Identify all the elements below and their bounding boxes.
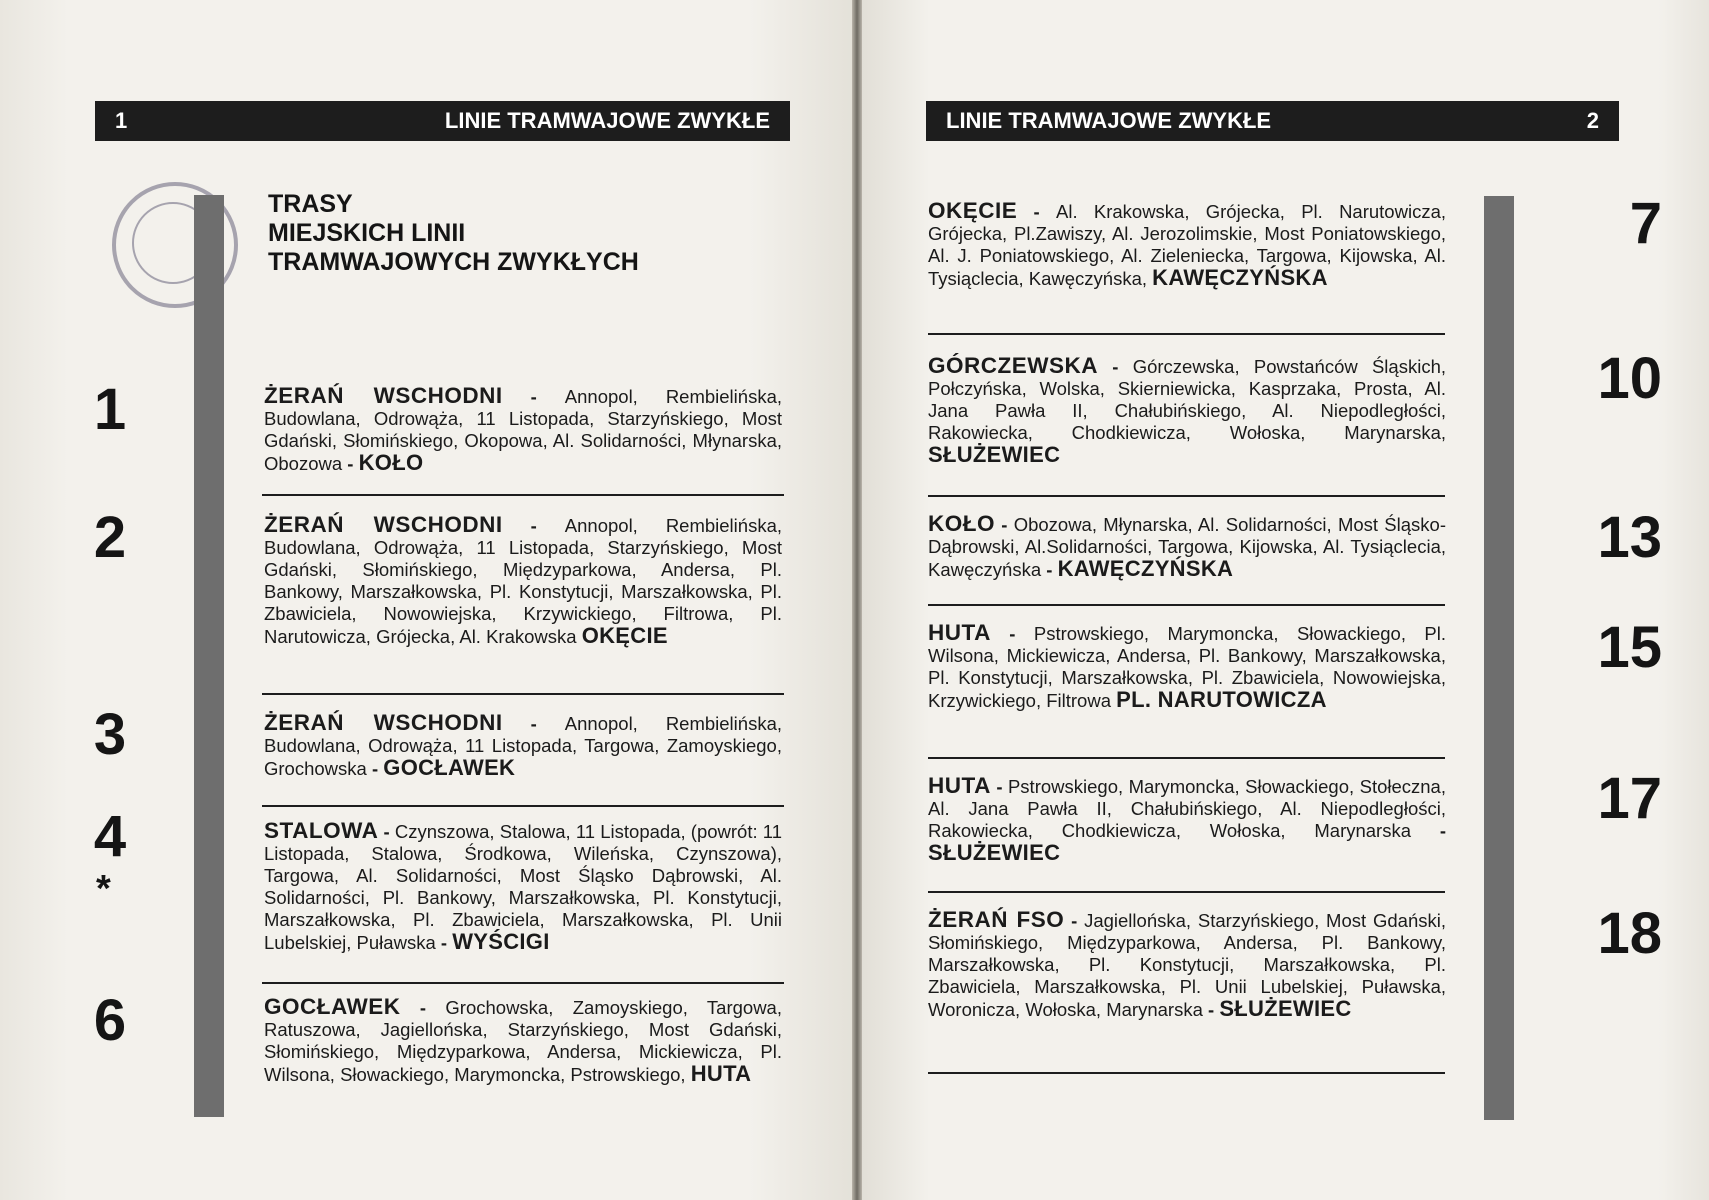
left-page-header — [95, 101, 790, 141]
route-divider — [262, 494, 784, 496]
route-via: Pstrowskiego, Marymoncka, Słowackiego, Pl. Wilsona, Mickiewicza, Andersa, Pl. Bankowy, Marszałkowska, Pl. Konstytucji, Marszałkowska, Pl. Zbawiciela, Nowowiejska, Krzywickiego, Filtrowa — [928, 623, 1446, 711]
route-end: KAWĘCZYŃSKA — [1057, 556, 1234, 581]
route-entry: GÓRCZEWSKA - Górczewska, Powstańców Śląskich, Połczyńska, Wolska, Skierniewicka, Kasprzaka, Prosta, Al. Jana Pawła II, Chałubińskiego, Al. Niepodległości, Rakowiecka, Chodkiewicza, Wołoska, Marynarska, SŁUŻEWIEC — [928, 353, 1446, 467]
route-entry: KOŁO - Obozowa, Młynarska, Al. Solidarności, Most Śląsko-Dąbrowski, Al.Solidarności, Targowa, Kijowska, Al. Tysiąclecia, Kawęczyńska - KAWĘCZYŃSKA — [928, 511, 1446, 581]
route-entry: ŻERAŃ WSCHODNI - Annopol, Rembielińska, Budowlana, Odrowąża, 11 Listopada, Starzyńskiego, Most Gdański, Słomińskiego, Międzyparkowa, Andersa, Pl. Bankowy, Marszałkowska, Pl. Konstytucji, Marszałkowska, Pl. Zbawiciela, Nowowiejska, Krzywickiego, Filtrowa, Pl. Narutowicza, Grójecka, Al. Krakowska OKĘCIE — [264, 512, 782, 648]
route-entry: OKĘCIE - Al. Krakowska, Grójecka, Pl. Narutowicza, Grójecka, Pl.Zawiszy, Al. Jerozolimskie, Most Poniatowskiego, Al. J. Poniatowskiego, Al. Zieleniecka, Targowa, Kijowska, Al. Tysiąclecia, Kawęczyńska, KAWĘCZYŃSKA — [928, 198, 1446, 290]
route-number: 4 — [93, 804, 127, 869]
route-number: 10 — [1597, 346, 1662, 411]
right-page-header — [926, 101, 1619, 141]
route-start: OKĘCIE — [928, 198, 1018, 223]
route-divider — [928, 891, 1445, 893]
route-number: 6 — [93, 988, 127, 1053]
vertical-bar — [1484, 196, 1514, 1120]
route-divider — [928, 333, 1445, 335]
route-start: ŻERAŃ WSCHODNI — [264, 512, 503, 537]
left-page — [0, 0, 852, 1200]
route-entry: ŻERAŃ WSCHODNI - Annopol, Rembielińska, Budowlana, Odrowąża, 11 Listopada, Targowa, Zamoyskiego, Grochowska - GOCŁAWEK — [264, 710, 782, 780]
page-title — [268, 190, 639, 277]
route-start: HUTA — [928, 620, 991, 645]
route-end: SŁUŻEWIEC — [1219, 996, 1352, 1021]
route-via: Czynszowa, Stalowa, 11 Listopada, (powrót: 11 Listopada, Stalowa, Środkowa, Wileńska, Czynszowa), Targowa, Al. Solidarności, Most Śląsko Dąbrowski, Al. Solidarności, Pl. Bankowy, Marszałkowska, Pl. Konstytucji, Marszałkowska, Pl. Zbawiciela, Marszałkowska, Pl. Unii Lubelskiej, Puławska — [264, 821, 782, 953]
route-entry: ŻERAŃ FSO - Jagiellońska, Starzyńskiego, Most Gdański, Słomińskiego, Międzyparkowa, Andersa, Pl. Bankowy, Marszałkowska, Pl. Konstytucji, Marszałkowska, Pl. Zbawiciela, Marszałkowska, Pl. Unii Lubelskiej, Puławska, Woronicza, Wołoska, Marynarska - SŁUŻEWIEC — [928, 907, 1446, 1021]
route-number: 15 — [1597, 615, 1662, 680]
page-number: 2 — [1586, 108, 1599, 133]
route-divider — [262, 982, 784, 984]
route-start: STALOWA — [264, 818, 379, 843]
route-start: ŻERAŃ WSCHODNI — [264, 710, 503, 735]
route-via: Górczewska, Powstańców Śląskich, Połczyńska, Wolska, Skierniewicka, Kasprzaka, Prosta, Al. Jana Pawła II, Chałubińskiego, Al. Niepodległości, Rakowiecka, Chodkiewicza, Wołoska, Marynarska, — [928, 356, 1446, 443]
route-start: GOCŁAWEK — [264, 994, 401, 1019]
vertical-bar — [194, 195, 224, 1117]
route-number: 3 — [93, 702, 127, 767]
route-divider — [928, 1072, 1445, 1074]
route-divider — [262, 693, 784, 695]
route-via: Annopol, Rembielińska, Budowlana, Odrowąża, 11 Listopada, Starzyńskiego, Most Gdański, Słomińskiego, Okopowa, Al. Solidarności, Młynarska, Obozowa — [264, 386, 782, 474]
route-end: OKĘCIE — [581, 623, 668, 648]
route-start: HUTA — [928, 773, 991, 798]
route-entry: HUTA - Pstrowskiego, Marymoncka, Słowackiego, Stołeczna, Al. Jana Pawła II, Chałubińskiego, Al. Niepodległości, Rakowiecka, Chodkiewicza, Wołoska, Marynarska - SŁUŻEWIEC — [928, 773, 1447, 865]
header-title: LINIE TRAMWAJOWE ZWYKŁE — [444, 108, 770, 133]
route-start: ŻERAŃ FSO — [928, 907, 1065, 932]
route-end: PL. NARUTOWICZA — [1116, 687, 1327, 712]
route-via: Annopol, Rembielińska, Budowlana, Odrowąża, 11 Listopada, Targowa, Zamoyskiego, Grochowska — [264, 713, 782, 779]
route-number: 7 — [1629, 191, 1662, 256]
route-end: KOŁO — [358, 450, 424, 475]
route-divider — [928, 757, 1445, 759]
route-end: HUTA — [690, 1061, 752, 1086]
route-via: Al. Krakowska, Grójecka, Pl. Narutowicza, Grójecka, Pl.Zawiszy, Al. Jerozolimskie, Most Poniatowskiego, Al. J. Poniatowskiego, Al. Zieleniecka, Targowa, Kijowska, Al. Tysiąclecia, Kawęczyńska, — [928, 201, 1446, 289]
route-divider — [262, 805, 784, 807]
title-line: TRAMWAJOWYCH ZWYKŁYCH — [268, 248, 639, 276]
route-end: WYŚCIGI — [452, 929, 550, 954]
route-entry: HUTA - Pstrowskiego, Marymoncka, Słowackiego, Pl. Wilsona, Mickiewicza, Andersa, Pl. Bankowy, Marszałkowska, Pl. Konstytucji, Marszałkowska, Pl. Zbawiciela, Nowowiejska, Krzywickiego, Filtrowa PL. NARUTOWICZA — [928, 620, 1446, 712]
route-start: KOŁO — [928, 511, 995, 536]
route-end: SŁUŻEWIEC — [928, 840, 1061, 865]
route-start: GÓRCZEWSKA — [928, 353, 1098, 378]
header-title: LINIE TRAMWAJOWE ZWYKŁE — [946, 108, 1272, 133]
route-number: 1 — [93, 377, 127, 442]
title-line: TRASY — [268, 190, 353, 218]
route-end: KAWĘCZYŃSKA — [1152, 265, 1328, 290]
right-page — [862, 0, 1709, 1200]
page-number: 1 — [115, 108, 128, 133]
route-via: Grochowska, Zamoyskiego, Targowa, Ratuszowa, Jagiellońska, Starzyńskiego, Most Gdański, Słomińskiego, Międzyparkowa, Andersa, Mickiewicza, Pl. Wilsona, Słowackiego, Marymoncka, Pstrowskiego, — [264, 997, 782, 1085]
route-number: 2 — [93, 505, 127, 570]
route-asterisk: * — [96, 868, 111, 910]
route-entry: ŻERAŃ WSCHODNI - Annopol, Rembielińska, Budowlana, Odrowąża, 11 Listopada, Starzyńskiego, Most Gdański, Słomińskiego, Okopowa, Al. Solidarności, Młynarska, Obozowa - KOŁO — [264, 383, 782, 475]
route-via: Annopol, Rembielińska, Budowlana, Odrowąża, 11 Listopada, Starzyńskiego, Most Gdański, Słomińskiego, Międzyparkowa, Andersa, Pl. Bankowy, Marszałkowska, Pl. Konstytucji, Marszałkowska, Pl. Zbawiciela, Nowowiejska, Krzywickiego, Filtrowa, Pl. Narutowicza, Grójecka, Al. Krakowska — [264, 515, 782, 647]
route-end: GOCŁAWEK — [383, 755, 516, 780]
book-gutter — [852, 0, 862, 1200]
route-via: Pstrowskiego, Marymoncka, Słowackiego, Stołeczna, Al. Jana Pawła II, Chałubińskiego, Al. Niepodległości, Rakowiecka, Chodkiewicza, Wołoska, Marynarska — [928, 776, 1446, 841]
route-number: 18 — [1597, 901, 1662, 966]
route-entry: GOCŁAWEK - Grochowska, Zamoyskiego, Targowa, Ratuszowa, Jagiellońska, Starzyńskiego, Most Gdański, Słomińskiego, Międzyparkowa, Andersa, Mickiewicza, Pl. Wilsona, Słowackiego, Marymoncka, Pstrowskiego, HUTA — [264, 994, 782, 1086]
route-divider — [928, 604, 1445, 606]
route-entry: STALOWA - Czynszowa, Stalowa, 11 Listopada, (powrót: 11 Listopada, Stalowa, Środkowa, Wileńska, Czynszowa), Targowa, Al. Solidarności, Most Śląsko Dąbrowski, Al. Solidarności, Pl. Bankowy, Marszałkowska, Pl. Konstytucji, Marszałkowska, Pl. Zbawiciela, Marszałkowska, Pl. Unii Lubelskiej, Puławska - WYŚCIGI — [264, 818, 782, 954]
route-start: ŻERAŃ WSCHODNI — [264, 383, 503, 408]
route-via: Jagiellońska, Starzyńskiego, Most Gdański, Słomińskiego, Międzyparkowa, Andersa, Pl. Bankowy, Marszałkowska, Pl. Konstytucji, Marszałkowska, Pl. Zbawiciela, Marszałkowska, Pl. Unii Lubelskiej, Puławska, Woronicza, Wołoska, Marynarska — [928, 910, 1446, 1020]
route-via: Obozowa, Młynarska, Al. Solidarności, Most Śląsko-Dąbrowski, Al.Solidarności, Targowa, Kijowska, Al. Tysiąclecia, Kawęczyńska — [928, 514, 1446, 580]
title-line: MIEJSKICH LINII — [268, 219, 466, 247]
route-divider — [928, 495, 1445, 497]
route-number: 13 — [1597, 505, 1662, 570]
route-number: 17 — [1597, 766, 1662, 831]
route-end: SŁUŻEWIEC — [928, 442, 1061, 467]
